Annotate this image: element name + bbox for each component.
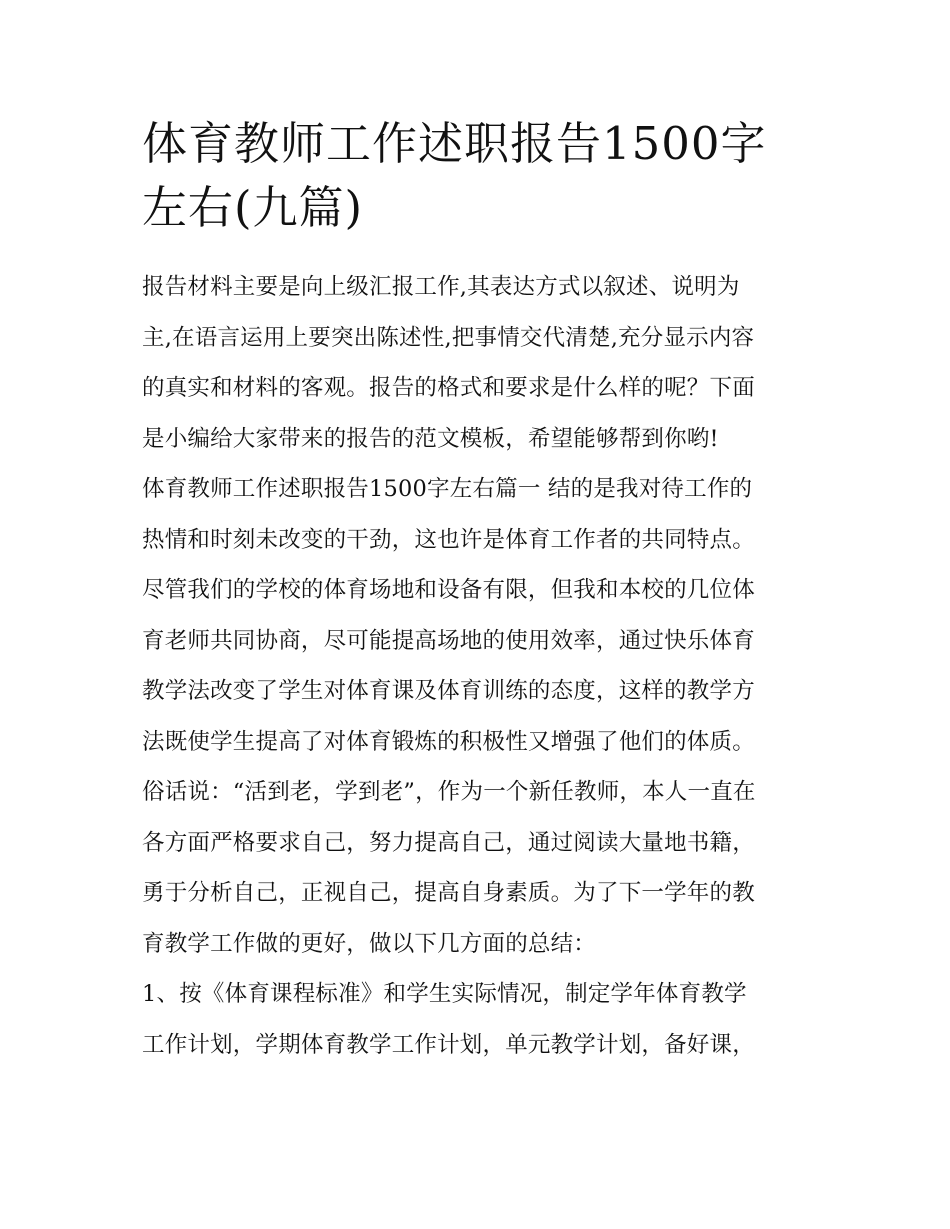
body-line-16: 工作计划，学期体育教学工作计划，单元教学计划，备好课， — [142, 1031, 755, 1058]
body-line-6: 热情和时刻未改变的干劲，这也许是体育工作者的共同特点。 — [142, 526, 755, 553]
body-line-8: 育老师共同协商，尽可能提高场地的使用效率，通过快乐体育 — [142, 627, 755, 654]
body-line-3: 的真实和材料的客观。报告的格式和要求是什么样的呢？下面 — [142, 375, 755, 401]
body-line-7: 尽管我们的学校的体育场地和设备有限，但我和本校的几位体 — [142, 577, 755, 603]
document-body — [142, 262, 814, 1070]
body-line-13: 勇于分析自己，正视自己，提高自身素质。为了下一学年的教 — [142, 880, 755, 906]
body-line-12: 各方面严格要求自己，努力提高自己，通过阅读大量地书籍， — [142, 829, 755, 856]
body-line-14: 育教学工作做的更好，做以下几方面的总结： — [142, 930, 597, 957]
body-line-1: 报告材料主要是向上级汇报工作,其表达方式以叙述、说明为 — [142, 274, 740, 300]
body-line-5: 体育教师工作述职报告1500字左右篇一 结的是我对待工作的 — [142, 476, 753, 502]
body-line-2: 主,在语言运用上要突出陈述性,把事情交代清楚,充分显示内容 — [142, 324, 755, 351]
body-line-10: 法既使学生提高了对体育锻炼的积极性又增强了他们的体质。 — [142, 728, 755, 755]
body-line-4: 是小编给大家带来的报告的范文模板，希望能够帮到你哟! — [142, 425, 719, 452]
body-line-11: 俗话说：“活到老，学到老”，作为一个新任教师，本人一直在 — [142, 779, 756, 805]
body-line-9: 教学法改变了学生对体育课及体育训练的态度，这样的教学方 — [142, 678, 755, 704]
title-line-1: 体育教师工作述职报告1500字 — [142, 117, 767, 170]
title-line-2: 左右(九篇) — [142, 181, 364, 234]
document-content — [142, 112, 814, 1070]
document-title — [142, 112, 814, 240]
body-line-15: 1、按《体育课程标准》和学生实际情况，制定学年体育教学 — [142, 981, 747, 1007]
